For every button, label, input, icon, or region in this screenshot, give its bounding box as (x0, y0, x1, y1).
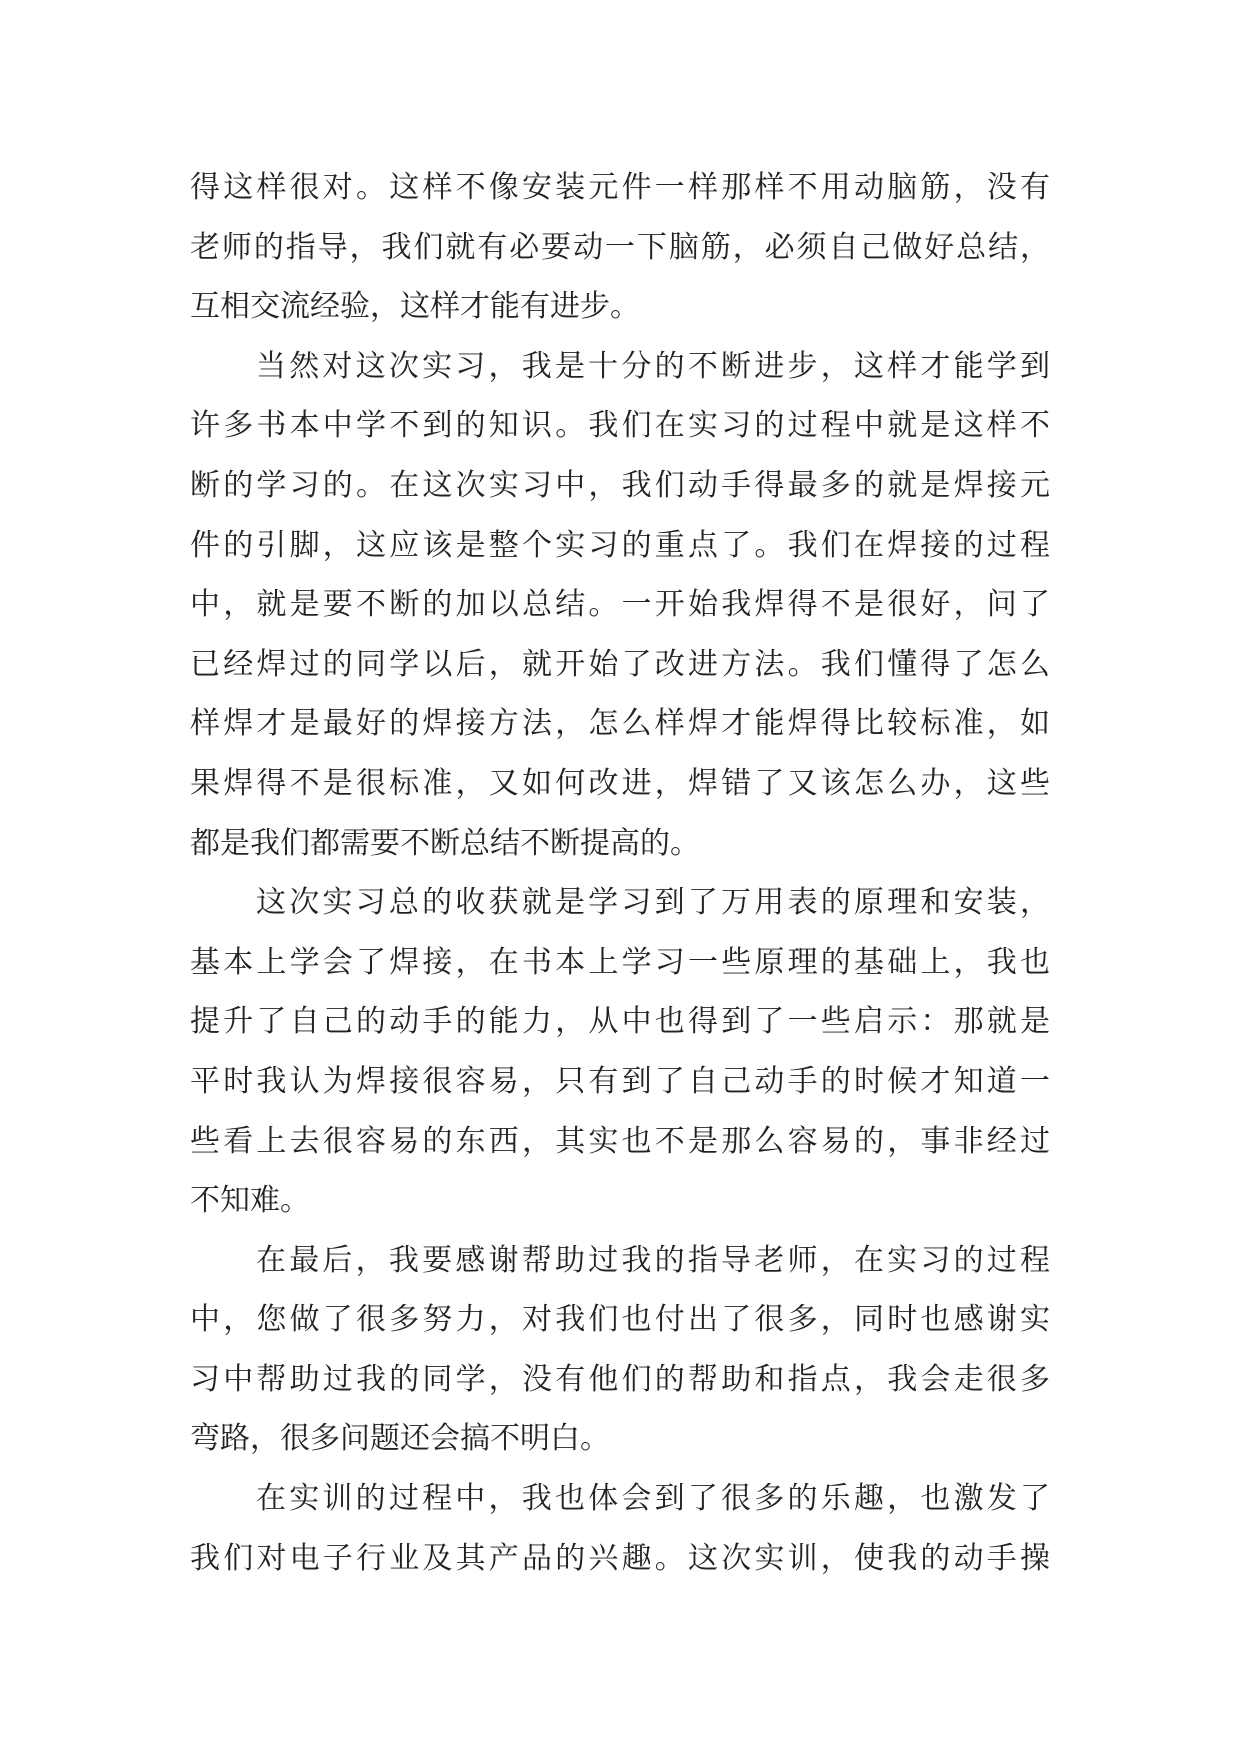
text-line: 当然对这次实习，我是十分的不断进步，这样才能学到 (256, 348, 1050, 384)
text-line: 中，您做了很多努力，对我们也付出了很多，同时也感谢实 (190, 1302, 1050, 1338)
text-line: 样焊才是最好的焊接方法，怎么样焊才能焊得比较标准，如 (190, 706, 1050, 742)
text-line: 我们对电子行业及其产品的兴趣。这次实训，使我的动手操 (190, 1540, 1050, 1576)
text-line: 互相交流经验，这样才能有进步。 (190, 289, 640, 325)
text-line: 习中帮助过我的同学，没有他们的帮助和指点，我会走很多 (190, 1361, 1050, 1397)
text-line: 提升了自己的动手的能力，从中也得到了一些启示：那就是 (190, 1004, 1050, 1040)
text-line: 件的引脚，这应该是整个实习的重点了。我们在焊接的过程 (190, 527, 1050, 563)
text-line: 果焊得不是很标准，又如何改进，焊错了又该怎么办，这些 (190, 765, 1050, 801)
text-line: 老师的指导，我们就有必要动一下脑筋，必须自己做好总结， (190, 229, 1050, 265)
text-line: 许多书本中学不到的知识。我们在实习的过程中就是这样不 (190, 408, 1050, 444)
text-line: 在实训的过程中，我也体会到了很多的乐趣，也激发了 (256, 1481, 1050, 1517)
text-line: 断的学习的。在这次实习中，我们动手得最多的就是焊接元 (190, 467, 1050, 503)
text-line: 得这样很对。这样不像安装元件一样那样不用动脑筋，没有 (190, 170, 1050, 205)
text-line: 已经焊过的同学以后，就开始了改进方法。我们懂得了怎么 (190, 646, 1050, 682)
text-line: 在最后，我要感谢帮助过我的指导老师，在实习的过程 (256, 1242, 1050, 1278)
text-line: 些看上去很容易的东西，其实也不是那么容易的，事非经过 (190, 1123, 1050, 1159)
text-line: 中，就是要不断的加以总结。一开始我焊得不是很好，问了 (190, 587, 1050, 623)
text-line: 这次实习总的收获就是学习到了万用表的原理和安装， (256, 885, 1050, 921)
text-line: 平时我认为焊接很容易，只有到了自己动手的时候才知道一 (190, 1063, 1050, 1099)
document-body (190, 158, 1050, 1588)
text-line: 弯路，很多问题还会搞不明白。 (190, 1421, 610, 1457)
text-line: 基本上学会了焊接，在书本上学习一些原理的基础上，我也 (190, 944, 1050, 980)
text-line: 不知难。 (190, 1183, 310, 1219)
text-line: 都是我们都需要不断总结不断提高的。 (190, 825, 700, 861)
